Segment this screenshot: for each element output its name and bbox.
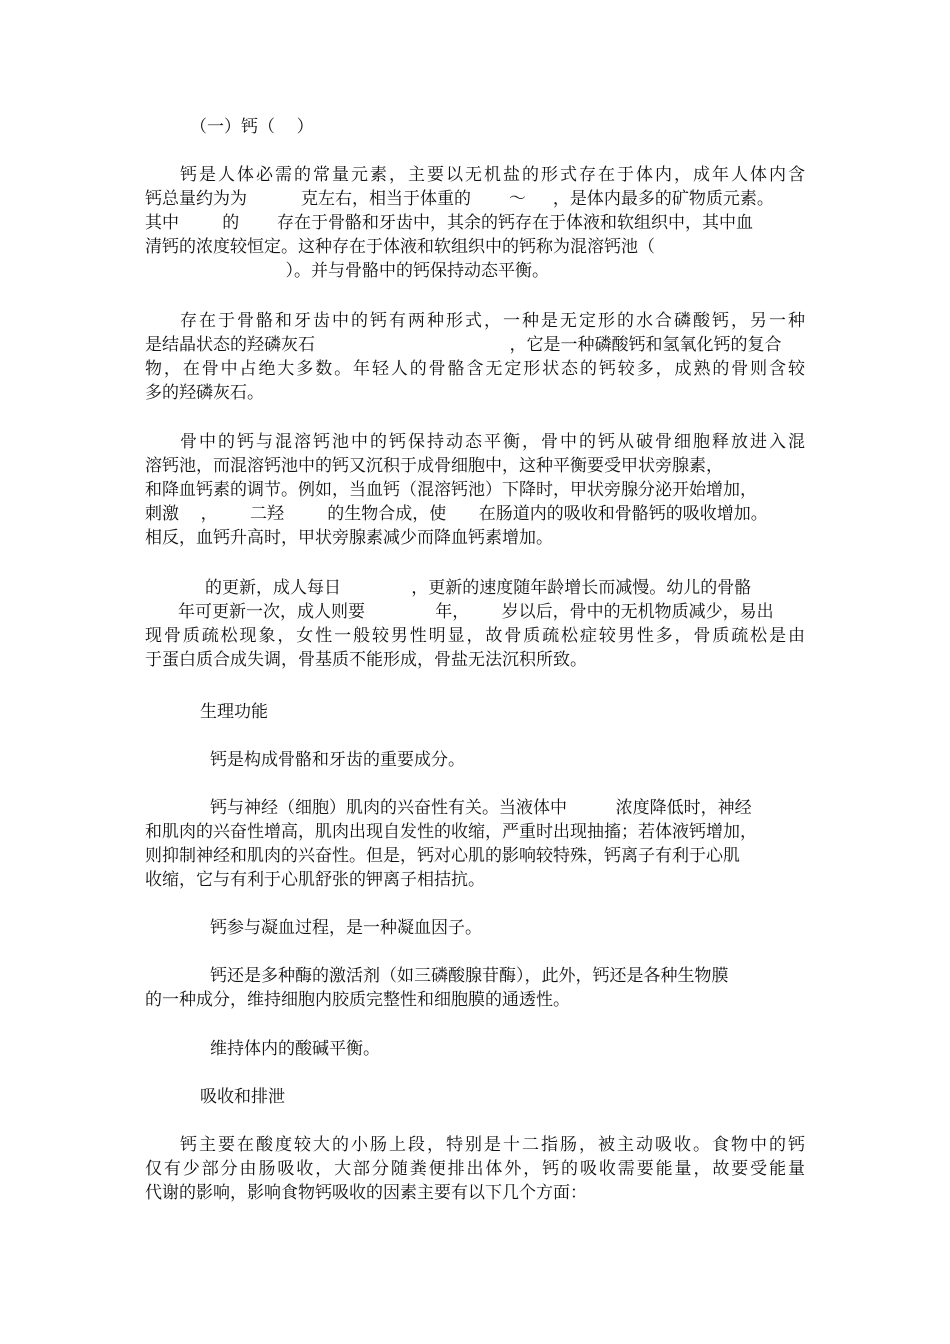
paragraph-line: 钙总量约为为 克左右，相当于体重的 ～ ，是体内最多的矿物质元素。 bbox=[145, 189, 774, 209]
paragraph-line: ）。并与骨骼中的钙保持动态平衡。 bbox=[145, 261, 549, 281]
function-item: 和肌肉的兴奋性增高，肌肉出现自发性的收缩，严重时出现抽搐；若体液钙增加， bbox=[145, 822, 757, 842]
function-item: 钙与神经（细胞）肌肉的兴奋性有关。当液体中 浓度降低时，神经 bbox=[210, 798, 752, 818]
paragraph-line: 是结晶状态的羟磷灰石 ，它是一种磷酸钙和氢氧化钙的复合 bbox=[145, 335, 782, 355]
paragraph-line: 清钙的浓度较恒定。这种存在于体液和软组织中的钙称为混溶钙池（ bbox=[145, 237, 655, 257]
paragraph-line: 钙是人体必需的常量元素，主要以无机盐的形式存在于体内，成年人体内含 bbox=[180, 165, 805, 185]
paragraph-line: 其中 的 存在于骨骼和牙齿中，其余的钙存在于体液和软组织中，其中血 bbox=[145, 213, 754, 233]
function-item: 的一种成分，维持细胞内胶质完整性和细胞膜的通透性。 bbox=[145, 990, 570, 1010]
function-item: 钙还是多种酶的激活剂（如三磷酸腺苷酶），此外，钙还是各种生物膜 bbox=[210, 966, 729, 986]
paragraph-line: 相反，血钙升高时，甲状旁腺素减少而降血钙素增加。 bbox=[145, 528, 553, 548]
paragraph-line: 钙主要在酸度较大的小肠上段，特别是十二指肠，被主动吸收。食物中的钙 bbox=[180, 1135, 805, 1155]
function-item: 钙参与凝血过程，是一种凝血因子。 bbox=[210, 918, 482, 938]
paragraph-line: 代谢的影响，影响食物钙吸收的因素主要有以下几个方面： bbox=[145, 1183, 587, 1203]
paragraph-line: 存在于骨骼和牙齿中的钙有两种形式，一种是无定形的水合磷酸钙，另一种 bbox=[180, 311, 805, 331]
paragraph-line: 于蛋白质合成失调，骨基质不能形成，骨盐无法沉积所致。 bbox=[145, 650, 587, 670]
function-item: 钙是构成骨骼和牙齿的重要成分。 bbox=[210, 750, 465, 770]
function-item: 则抑制神经和肌肉的兴奋性。但是，钙对心肌的影响较特殊，钙离子有利于心肌 bbox=[145, 846, 740, 866]
paragraph-line: 的更新，成人每日 ，更新的速度随年龄增长而减慢。幼儿的骨骼 bbox=[205, 578, 752, 598]
function-item: 维持体内的酸碱平衡。 bbox=[210, 1039, 380, 1059]
paragraph-line: 物，在骨中占绝大多数。年轻人的骨骼含无定形状态的钙较多，成熟的骨则含较 bbox=[145, 359, 805, 379]
section-title: （一）钙（ ） bbox=[190, 117, 314, 137]
heading-absorption: 吸收和排泄 bbox=[200, 1087, 285, 1107]
paragraph-line: 骨中的钙与混溶钙池中的钙保持动态平衡，骨中的钙从破骨细胞释放进入混 bbox=[180, 432, 805, 452]
function-item: 收缩，它与有利于心肌舒张的钾离子相拮抗。 bbox=[145, 870, 485, 890]
paragraph-line: 溶钙池，而混溶钙池中的钙又沉积于成骨细胞中，这种平衡要受甲状旁腺素， bbox=[145, 456, 723, 476]
paragraph-line: 多的羟磷灰石。 bbox=[145, 383, 264, 403]
paragraph-line: 和降血钙素的调节。例如，当血钙（混溶钙池）下降时，甲状旁腺分泌开始增加， bbox=[145, 480, 757, 500]
paragraph-line: 现骨质疏松现象，女性一般较男性明显，故骨质疏松症较男性多，骨质疏松是由 bbox=[145, 626, 805, 646]
paragraph-line: 年可更新一次，成人则要 年， 岁以后，骨中的无机物质减少，易出 bbox=[178, 602, 774, 622]
heading-physiology: 生理功能 bbox=[200, 702, 268, 722]
paragraph-line: 刺激 ， 二羟 的生物合成，使 在肠道内的吸收和骨骼钙的吸收增加。 bbox=[145, 504, 768, 524]
paragraph-line: 仅有少部分由肠吸收，大部分随粪便排出体外，钙的吸收需要能量，故要受能量 bbox=[145, 1159, 805, 1179]
